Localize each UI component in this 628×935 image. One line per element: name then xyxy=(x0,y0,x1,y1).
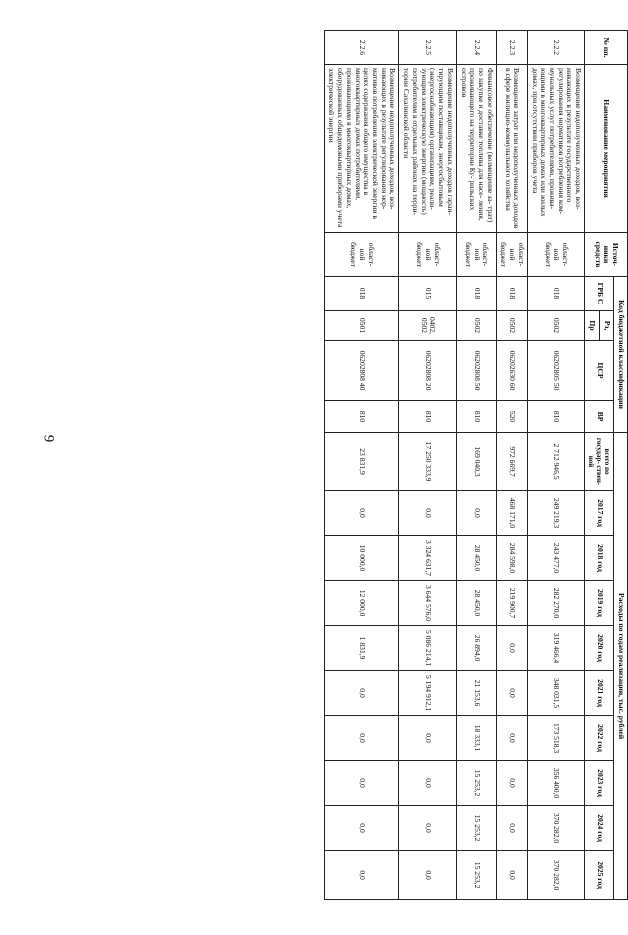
row-year-value: 1 831,9 xyxy=(324,626,399,671)
row-year-value: 0,0 xyxy=(324,491,399,536)
col-expenses-header: Расходы по годам реализации, тыс. рублей xyxy=(614,433,628,900)
row-year-value: 0,0 xyxy=(324,716,399,761)
row-grbs: 015 xyxy=(399,277,456,311)
row-year-value: 0,0 xyxy=(324,671,399,716)
row-rzpr: 0502 xyxy=(527,311,584,341)
row-year-value: 173 518,3 xyxy=(527,716,584,761)
row-year-value: 0,0 xyxy=(324,806,399,851)
row-year-value: 0,0 xyxy=(456,491,496,536)
col-name-header: Наименование мероприятия xyxy=(585,65,628,233)
row-year-value: 243 477,0 xyxy=(527,536,584,581)
row-name: Возмещение недополученных доходов, воз- никающих в результате государственного регулирования нормативов потребления ком- мунальных услуг потребителями, прожива- ющими в многоквартирных домах или жилых домах, при отсутствии приборов учета xyxy=(527,65,584,233)
row-csr: 06202630 60 xyxy=(496,341,527,401)
row-total: 2 712 946,5 xyxy=(527,433,584,491)
row-rzpr: 0502 xyxy=(456,311,496,341)
col-year-2022: 2022 год xyxy=(585,716,614,761)
col-no-header: № пп. xyxy=(585,31,628,65)
row-year-value: 18 333,1 xyxy=(456,716,496,761)
row-year-value: 319 466,4 xyxy=(527,626,584,671)
row-csr: 06202808 20 xyxy=(399,341,456,401)
col-csr-header: ЦСР xyxy=(585,341,614,401)
table-row xyxy=(399,31,456,900)
row-year-value: 12 000,0 xyxy=(324,581,399,626)
row-year-value: 0,0 xyxy=(496,851,527,900)
row-name: Финансовое обеспечение (возмещение за- трат) по закупке и доставке топлива для насе- ления, проживающего на территории Ку- рильских островов xyxy=(456,65,496,233)
row-total: 17 250 333,9 xyxy=(399,433,456,491)
row-year-value: 284 598,0 xyxy=(496,536,527,581)
row-name: Возмещение затрат или недополученных доходов в сфере жилищно-коммунального хозяйства xyxy=(496,65,527,233)
row-grbs: 018 xyxy=(496,277,527,311)
row-grbs: 018 xyxy=(456,277,496,311)
row-number: 2.2.2 xyxy=(527,31,584,65)
table-row xyxy=(456,31,496,900)
col-vr-header: ВР xyxy=(585,401,614,433)
table-row xyxy=(324,31,399,900)
col-year-2018: 2018 год xyxy=(585,536,614,581)
col-year-2017: 2017 год xyxy=(585,491,614,536)
row-year-value: 0,0 xyxy=(496,671,527,716)
row-year-value: 468 171,0 xyxy=(496,491,527,536)
rotated-table-sheet xyxy=(78,30,628,935)
row-year-value: 282 270,0 xyxy=(527,581,584,626)
col-total-header: всего по государ- ствен- ной xyxy=(585,433,614,491)
row-vr: 810 xyxy=(399,401,456,433)
row-rzpr: 0501 xyxy=(324,311,399,341)
row-source: област- ной бюджет xyxy=(399,233,456,277)
row-csr: 06202808 50 xyxy=(456,341,496,401)
row-number: 2.2.5 xyxy=(399,31,456,65)
row-year-value: 0,0 xyxy=(399,806,456,851)
row-rzpr: 0502 xyxy=(496,311,527,341)
row-source: област- ной бюджет xyxy=(324,233,399,277)
row-year-value: 21 153,6 xyxy=(456,671,496,716)
budget-table xyxy=(324,30,628,900)
row-year-value: 0,0 xyxy=(496,626,527,671)
row-year-value: 15 253,2 xyxy=(456,806,496,851)
row-total: 23 831,9 xyxy=(324,433,399,491)
row-year-value: 0,0 xyxy=(399,761,456,806)
row-year-value: 5 194 912,1 xyxy=(399,671,456,716)
row-total: 972 669,7 xyxy=(496,433,527,491)
col-year-2025: 2025 год xyxy=(585,851,614,900)
row-year-value: 370 282,0 xyxy=(527,851,584,900)
col-year-2024: 2024 год xyxy=(585,806,614,851)
row-year-value: 15 253,2 xyxy=(456,761,496,806)
row-year-value: 0,0 xyxy=(496,761,527,806)
col-source-header: Источ- ники средств xyxy=(585,233,628,277)
page-number: 9 xyxy=(40,434,57,443)
row-year-value: 370 282,0 xyxy=(527,806,584,851)
row-rzpr: 0402, 0502 xyxy=(399,311,456,341)
row-number: 2.2.3 xyxy=(496,31,527,65)
row-source: област- ной бюджет xyxy=(527,233,584,277)
row-year-value: 0,0 xyxy=(496,716,527,761)
row-total: 169 040,3 xyxy=(456,433,496,491)
row-name: Возмещение недополученных доходов, воз- никающих в результате регулирования нор- мативов потребления электрической энергии в целях содержания общего имущества в многоквартирных домах потребителями, проживающими в многоквартирных домах, оборудованных общедомовыми приборами учета электрической энергии xyxy=(324,65,399,233)
col-pr-header: Пр xyxy=(585,311,600,341)
row-year-value: 28 450,0 xyxy=(456,581,496,626)
col-grbs-header: ГРБ С xyxy=(585,277,614,311)
col-year-2021: 2021 год xyxy=(585,671,614,716)
col-rz-header: Рз, xyxy=(599,311,614,341)
row-year-value: 3 324 631,7 xyxy=(399,536,456,581)
row-year-value: 0,0 xyxy=(399,491,456,536)
row-year-value: 10 000,0 xyxy=(324,536,399,581)
row-name: Возмещение недополученных доходов гаран- тирующим поставщикам, энергосбытовым (энергоснабжающим) организациям, реали- зующим электрическую энергию (мощность) потребителям в отдельных районах на терри- тории Сахалинской области xyxy=(399,65,456,233)
col-year-2019: 2019 год xyxy=(585,581,614,626)
col-budget-class-header: Код бюджетной классификации xyxy=(614,277,628,433)
table-row xyxy=(527,31,584,900)
row-year-value: 356 400,0 xyxy=(527,761,584,806)
row-year-value: 15 253,2 xyxy=(456,851,496,900)
row-year-value: 0,0 xyxy=(399,851,456,900)
row-source: област- ной бюджет xyxy=(456,233,496,277)
col-year-2020: 2020 год xyxy=(585,626,614,671)
header-row-1 xyxy=(614,31,628,900)
row-year-value: 5 086 214,1 xyxy=(399,626,456,671)
row-vr: 520 xyxy=(496,401,527,433)
row-year-value: 0,0 xyxy=(496,806,527,851)
col-year-2023: 2023 год xyxy=(585,761,614,806)
row-csr: 06202808 40 xyxy=(324,341,399,401)
row-year-value: 0,0 xyxy=(324,851,399,900)
row-year-value: 28 450,0 xyxy=(456,536,496,581)
row-year-value: 0,0 xyxy=(399,716,456,761)
table-row xyxy=(496,31,527,900)
row-year-value: 249 219,3 xyxy=(527,491,584,536)
row-vr: 810 xyxy=(324,401,399,433)
row-year-value: 26 894,0 xyxy=(456,626,496,671)
row-vr: 810 xyxy=(456,401,496,433)
row-vr: 810 xyxy=(527,401,584,433)
row-year-value: 0,0 xyxy=(324,761,399,806)
row-csr: 06202805 50 xyxy=(527,341,584,401)
row-year-value: 3 644 576,0 xyxy=(399,581,456,626)
row-number: 2.2.6 xyxy=(324,31,399,65)
row-number: 2.2.4 xyxy=(456,31,496,65)
row-grbs: 018 xyxy=(527,277,584,311)
row-year-value: 219 900,7 xyxy=(496,581,527,626)
row-year-value: 348 031,5 xyxy=(527,671,584,716)
row-grbs: 018 xyxy=(324,277,399,311)
row-source: област- ной бюджет xyxy=(496,233,527,277)
